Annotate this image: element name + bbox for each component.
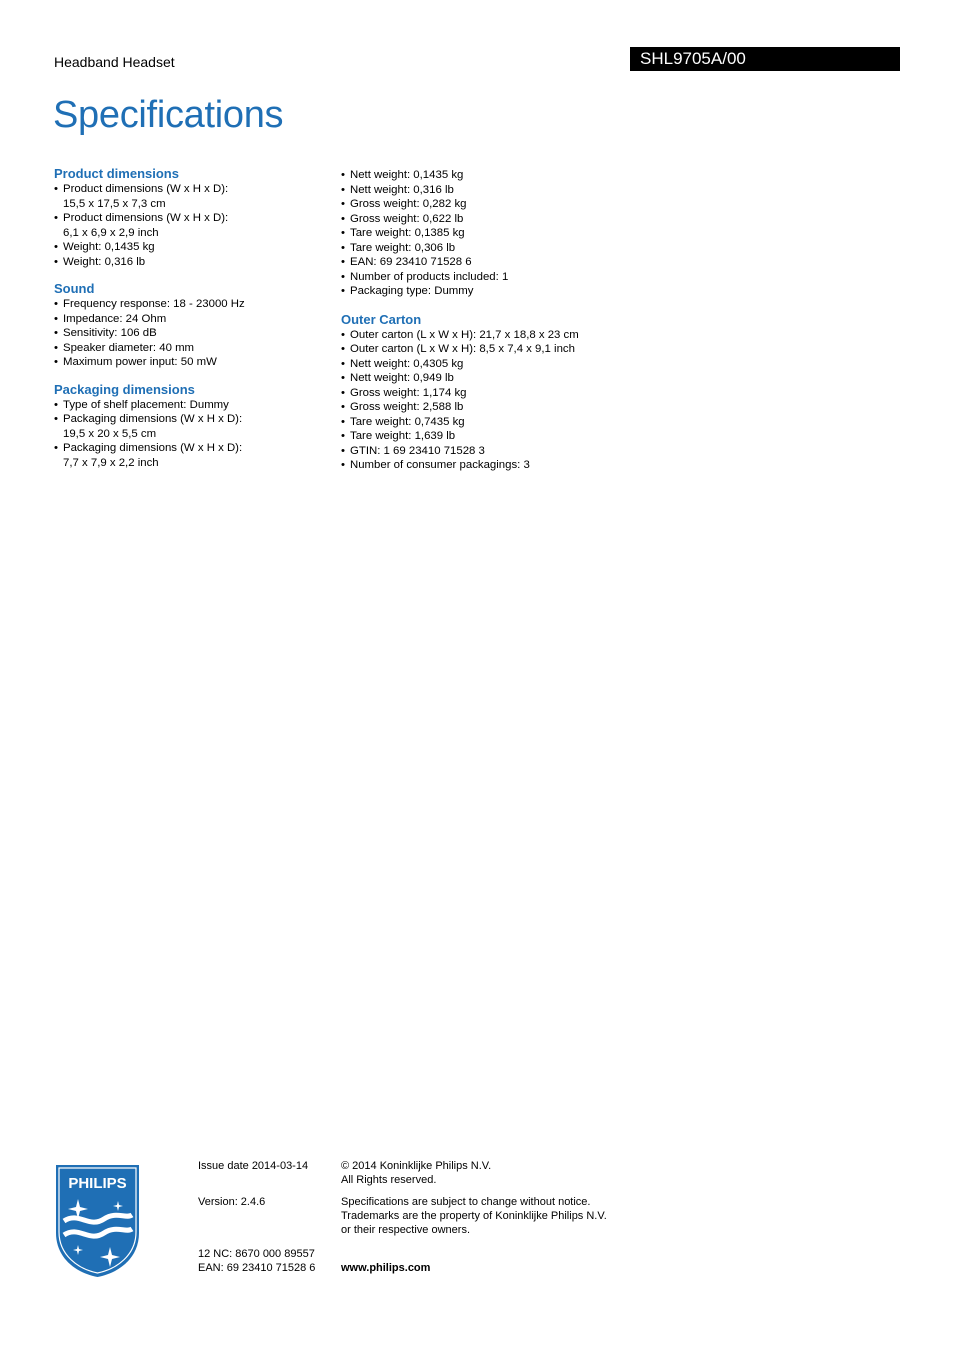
spec-item: • Speaker diameter: 40 mm (54, 341, 334, 356)
model-number-bar: SHL9705A/00 (630, 47, 900, 71)
spec-item: • Packaging dimensions (W x H x D): 7,7 x 7,9 x 2,2 inch (54, 441, 334, 470)
left-spec-column (54, 166, 334, 482)
spec-item: • Gross weight: 1,174 kg (341, 386, 641, 401)
spec-item: • Nett weight: 0,4305 kg (341, 357, 641, 372)
section-heading: Product dimensions (54, 166, 179, 181)
spec-item: • EAN: 69 23410 71528 6 (341, 255, 641, 270)
spec-item: • GTIN: 1 69 23410 71528 3 (341, 444, 641, 459)
spec-item: • Gross weight: 0,282 kg (341, 197, 641, 212)
spec-item: • Tare weight: 0,7435 kg (341, 415, 641, 430)
logo-wordmark: PHILIPS (68, 1175, 127, 1192)
spec-item: • Impedance: 24 Ohm (54, 312, 334, 327)
spec-item: • Tare weight: 1,639 lb (341, 429, 641, 444)
spec-item: • Outer carton (L x W x H): 8,5 x 7,4 x 9,1 inch (341, 342, 641, 357)
spec-item: • Type of shelf placement: Dummy (54, 398, 334, 413)
rights-reserved: All Rights reserved. (341, 1174, 437, 1186)
spec-item: • Nett weight: 0,949 lb (341, 371, 641, 386)
spec-item: • Weight: 0,1435 kg (54, 240, 334, 255)
notice-line: Specifications are subject to change without notice. (341, 1196, 591, 1208)
spec-item: • Packaging type: Dummy (341, 284, 641, 299)
notice-line: Trademarks are the property of Koninklijke Philips N.V. (341, 1210, 607, 1222)
twelve-nc: 12 NC: 8670 000 89557 (198, 1248, 315, 1260)
packaging-continued-list (341, 168, 641, 299)
spec-item: • Packaging dimensions (W x H x D): 19,5 x 20 x 5,5 cm (54, 412, 334, 441)
spec-item: • Sensitivity: 106 dB (54, 326, 334, 341)
section-sound (54, 281, 334, 370)
spec-item: • Frequency response: 18 - 23000 Hz (54, 297, 334, 312)
section-heading: Outer Carton (341, 311, 422, 327)
page-title: Specifications (53, 94, 284, 136)
notice-line: or their respective owners. (341, 1224, 470, 1236)
issue-date: Issue date 2014-03-14 (198, 1160, 309, 1172)
spec-item: • Outer carton (L x W x H): 21,7 x 18,8 x 23 cm (341, 328, 641, 343)
spec-item: • Weight: 0,316 lb (54, 255, 334, 270)
philips-shield-logo-icon (54, 1163, 141, 1279)
spec-item: • Gross weight: 0,622 lb (341, 212, 641, 227)
spec-item: • Product dimensions (W x H x D): 6,1 x 6,9 x 2,9 inch (54, 211, 334, 240)
section-heading: Packaging dimensions (54, 381, 195, 397)
spec-item: • Gross weight: 2,588 lb (341, 400, 641, 415)
copyright: © 2014 Koninklijke Philips N.V. (341, 1160, 492, 1172)
product-type: Headband Headset (54, 54, 175, 70)
spec-item: • Tare weight: 0,1385 kg (341, 226, 641, 241)
spec-item: • Number of consumer packagings: 3 (341, 458, 641, 473)
spec-item: • Nett weight: 0,1435 kg (341, 168, 641, 183)
section-product-dimensions (54, 166, 334, 269)
section-heading: Sound (54, 281, 95, 296)
footer (0, 1159, 954, 1299)
website-link[interactable]: www.philips.com (341, 1262, 431, 1274)
spec-item: • Maximum power input: 50 mW (54, 355, 334, 370)
section-outer-carton (341, 312, 641, 473)
spec-item: • Product dimensions (W x H x D): 15,5 x 17,5 x 7,3 cm (54, 182, 334, 211)
version: Version: 2.4.6 (198, 1196, 266, 1208)
section-packaging-dimensions (54, 382, 334, 471)
right-spec-column (341, 168, 641, 485)
spec-item: • Tare weight: 0,306 lb (341, 241, 641, 256)
spec-item: • Nett weight: 0,316 lb (341, 183, 641, 198)
footer-ean: EAN: 69 23410 71528 6 (198, 1262, 316, 1274)
spec-item: • Number of products included: 1 (341, 270, 641, 285)
